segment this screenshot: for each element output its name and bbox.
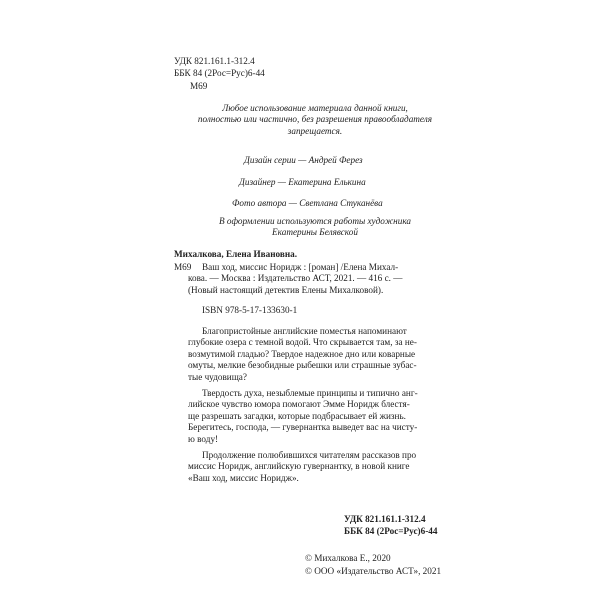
- bibliographic-description: [188, 262, 448, 296]
- artist-credit-line: В оформлении используются работы художника: [219, 216, 411, 226]
- author-copyright: © Михалкова Е., 2020: [305, 553, 391, 563]
- description-line: Ваш ход, миссис Норидж : [роман] /Елена Михал-: [202, 262, 399, 272]
- annotation-line: глубокие озера с темной водой. Что скрывается там, за не-: [188, 337, 417, 348]
- annotation-line: Твердость духа, незыблемые принципы и типично анг-: [202, 388, 418, 399]
- annotation-line: лийское чувство юмора помогают Эмме Норидж блестя-: [188, 399, 410, 410]
- annotation-line: ще разрешать загадки, которые подбрасывает ей жизнь.: [188, 410, 406, 421]
- annotation-paragraph: [188, 388, 453, 445]
- annotation-line: Берегитесь, господа, — гувернантка выведет вас на чисту-: [188, 422, 418, 433]
- isbn: ISBN 978-5-17-133630-1: [202, 305, 298, 315]
- footer-bbk-code: ББК 84 (2Рос=Рус)6-44: [344, 526, 438, 536]
- record-mark: М69: [174, 262, 192, 272]
- annotation-line: Благопристойные английские поместья напоминают: [202, 326, 407, 336]
- author-mark: М69: [190, 81, 208, 91]
- rights-notice: [180, 103, 450, 137]
- artist-credit: [190, 216, 440, 239]
- bbk-code: ББК 84 (2Рос=Рус)6-44: [174, 68, 265, 78]
- artist-credit-line: Екатерины Белявской: [272, 227, 358, 238]
- publisher-copyright: © ООО «Издательство АСТ», 2021: [305, 566, 442, 576]
- annotation: [188, 326, 453, 484]
- udk-code: УДК 821.161.1-312.4: [174, 56, 255, 66]
- annotation-line: Продолжение полюбившихся читателям рассказов про: [202, 450, 417, 461]
- annotation-line: тые чудовища?: [188, 371, 247, 382]
- rights-notice-line: запрещается.: [287, 125, 343, 136]
- rights-notice-line: полностью или частично, без разрешения правообладателя: [197, 114, 433, 125]
- annotation-paragraph: [188, 326, 453, 383]
- author-photo-credit: Фото автора — Светлана Стуканёва: [232, 198, 383, 208]
- designer-credit: Дизайнер — Екатерина Елькина: [239, 177, 366, 187]
- annotation-line: миссис Норидж, английскую гувернантку, в новой книге: [188, 461, 410, 472]
- series-design-credit: Дизайн серии — Андрей Ферез: [244, 155, 363, 165]
- annotation-line: ю воду!: [188, 433, 219, 444]
- author-heading: Михалкова, Елена Ивановна.: [174, 249, 298, 259]
- rights-notice-line: Любое использование материала данной книги,: [222, 103, 408, 113]
- annotation-line: омуты, мелкие безобидные рыбешки или страшные зубас-: [188, 360, 417, 371]
- description-line: кова. — Москва : Издательство АСТ, 2021. — 416 с. —: [188, 273, 403, 284]
- annotation-paragraph: [188, 450, 453, 484]
- annotation-line: «Ваш ход, миссис Норидж».: [188, 472, 299, 483]
- description-line: (Новый настоящий детектив Елены Михалковой).: [188, 284, 384, 295]
- footer-udk-code: УДК 821.161.1-312.4: [344, 514, 426, 524]
- annotation-line: возмутимой гладью? Твердое надежное дно или коварные: [188, 348, 416, 359]
